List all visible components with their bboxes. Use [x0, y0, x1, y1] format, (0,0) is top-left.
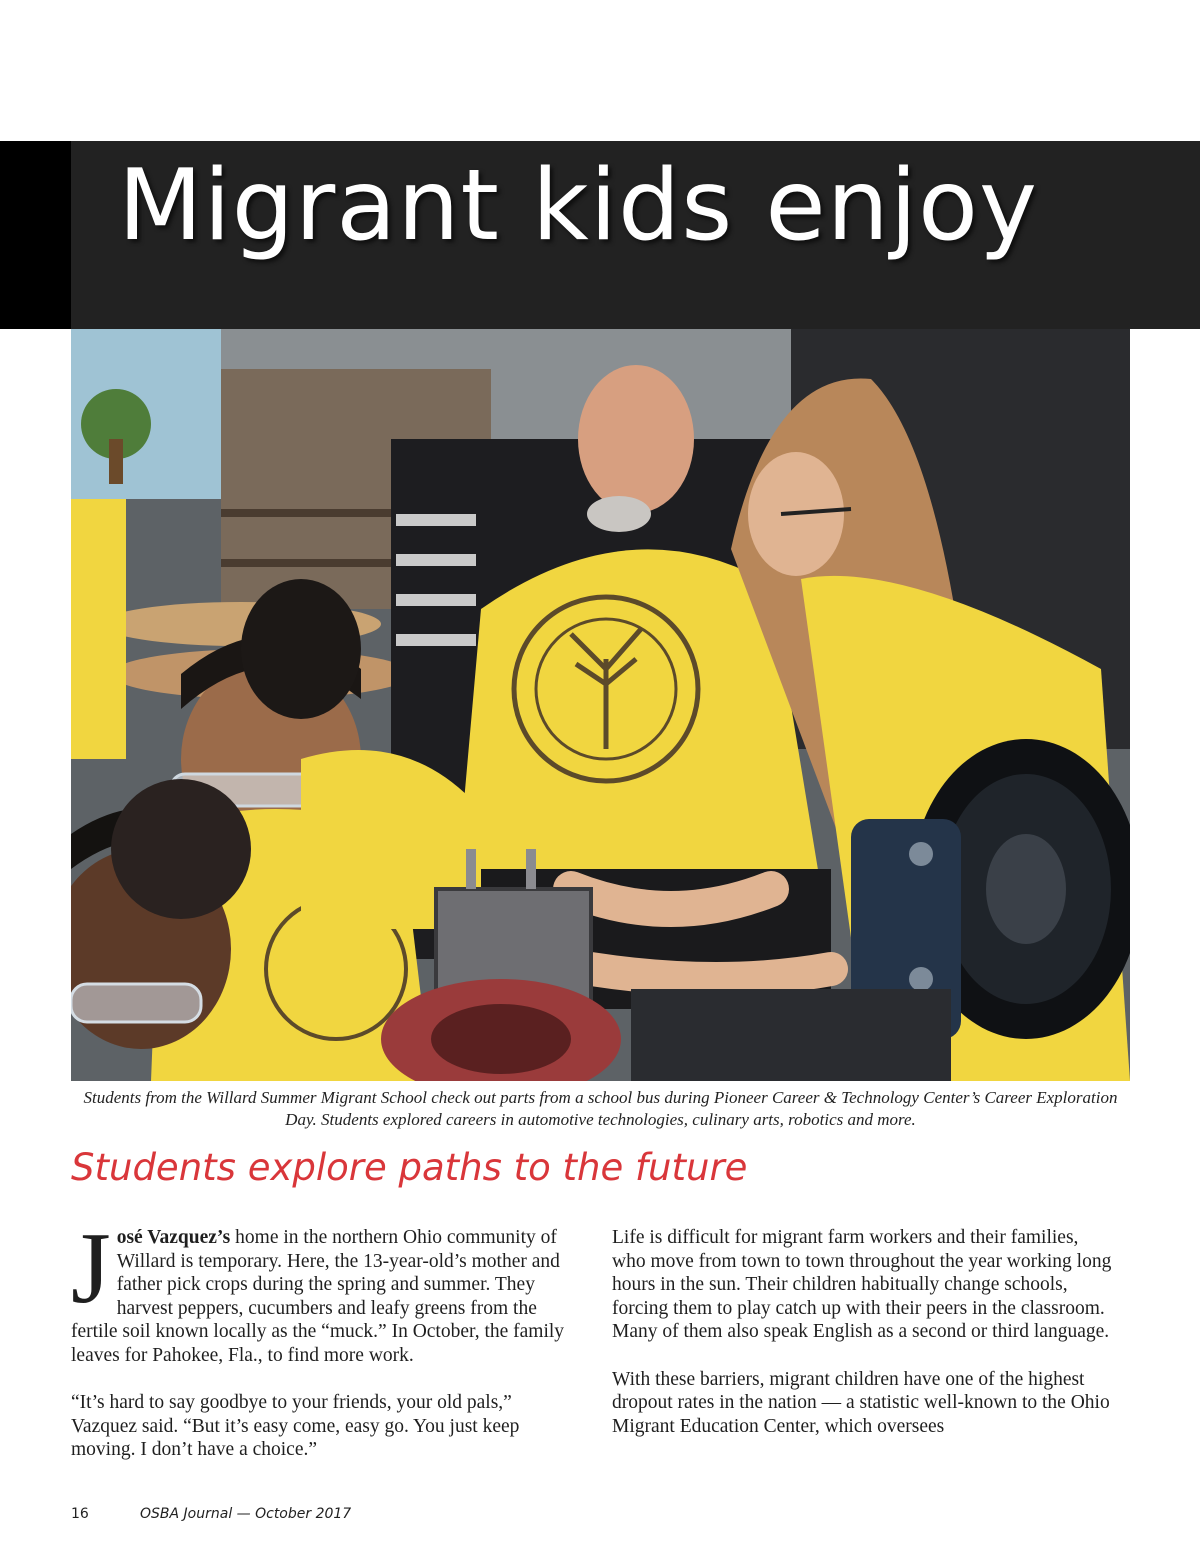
header-accent-bar	[0, 141, 71, 329]
page-number: 16	[71, 1506, 89, 1522]
lead-name: osé Vazquez’s	[116, 1227, 231, 1248]
paragraph-text: home in the northern Ohio community of Willard is temporary. Here, the 13-year-old’s mother and father pick crops during the spring and summer. They harvest peppers, cucumbers and leafy greens from the fertile soil known locally as the “muck.” In October, the family leaves for Pahokee, Fla., to find more work.	[71, 1227, 565, 1366]
article-paragraph	[71, 1212, 571, 1368]
article-column-right	[612, 1226, 1112, 1462]
drop-cap: J	[71, 1212, 111, 1325]
page-headline: Migrant kids enjoy	[118, 149, 1039, 263]
article-paragraph: Life is difficult for migrant farm workers and their families, who move from town to town throughout the year working long hours in the sun. Their children habitually change schools, forcing them to play catch up with their peers in the classroom. Many of them also speak English as a second or third language.	[612, 1227, 1112, 1343]
article-column-left	[71, 1212, 571, 1486]
publication-footer: OSBA Journal — October 2017	[140, 1506, 352, 1522]
article-paragraph: “It’s hard to say goodbye to your friends, your old pals,” Vazquez said. “But it’s easy come, easy go. You just keep moving. I don’t have a choice.”	[71, 1392, 520, 1461]
subheadline: Students explore paths to the future	[71, 1146, 748, 1189]
article-paragraph: With these barriers, migrant children have one of the highest dropout rates in the nation — a statistic well-known to the Ohio Migrant Education Center, which oversees	[612, 1368, 1110, 1437]
article-photo	[71, 329, 1130, 1081]
photo-students-with-instructors-icon	[71, 329, 1130, 1081]
photo-caption: Students from the Willard Summer Migrant School check out parts from a school bus during Pioneer Career & Technology Center’s Career Exploration Day. Students explored careers in automotive technologies, culinary arts, robotics and more.	[83, 1088, 1118, 1129]
